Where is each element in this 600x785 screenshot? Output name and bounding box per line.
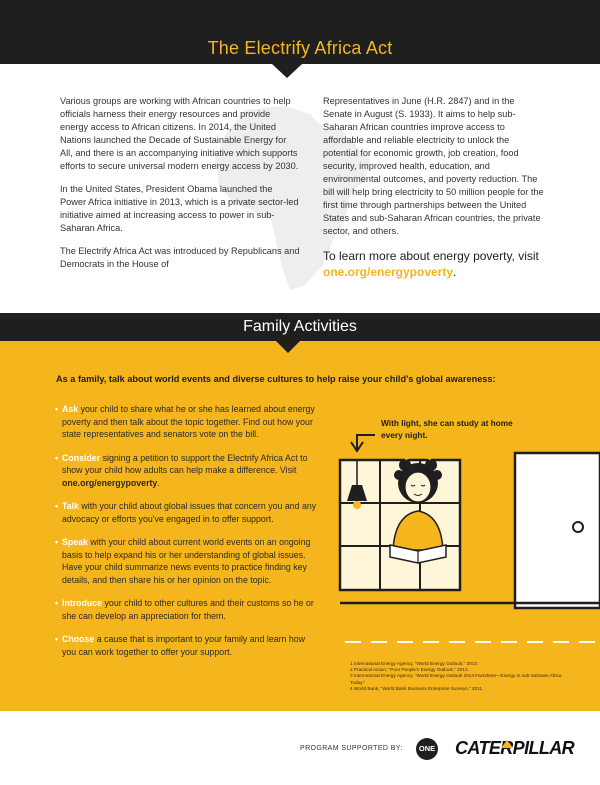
activity-text: with your child about current world events on an ongoing basis to help expand his or her understanding of global issues. Have your child summarize news events to practice finding key details, and then share his or her opinion on the topic.	[62, 537, 311, 585]
family-activities-title: Family Activities	[243, 318, 357, 335]
caterpillar-logo	[455, 738, 574, 759]
activity-text: signing a petition to support the Electrify Africa Act to show your child how adults can help make a difference. Visit	[62, 452, 308, 475]
footnotes	[350, 661, 570, 692]
footnote: 1 International Energy Agency, "World Energy Outlook," 2013.	[350, 661, 479, 666]
activity-text: with your child about global issues that concern you and any advocacy or efforts you've engaged in to offer support.	[62, 501, 317, 524]
caterpillar-triangle-icon	[501, 740, 513, 748]
family-notch	[276, 341, 300, 353]
illustration-caption: With light, she can study at home every night.	[381, 418, 513, 440]
bullet: •	[55, 452, 59, 463]
activity-keyword: Speak	[62, 537, 88, 547]
activity-keyword: Choose	[62, 634, 95, 644]
list-item	[55, 452, 317, 490]
list-item	[55, 500, 317, 525]
activity-keyword: Talk	[62, 501, 79, 511]
intro-paragraph: The Electrify Africa Act was introduced by Republicans and Democrats in the House of	[60, 246, 300, 269]
activity-text-end: .	[157, 477, 160, 488]
list-item	[55, 403, 317, 441]
bullet: •	[55, 537, 59, 547]
bullet: •	[55, 501, 59, 511]
learn-more-period: .	[453, 265, 457, 279]
activity-keyword: Ask	[62, 404, 79, 414]
list-item	[55, 633, 317, 658]
program-supported-label: PROGRAM SUPPORTED BY:	[300, 745, 403, 752]
learn-more	[323, 248, 545, 280]
header-notch	[272, 64, 302, 78]
intro-right-column	[323, 95, 545, 280]
petition-link[interactable]: one.org/energypoverty	[62, 477, 158, 488]
girl-reading-illustration	[335, 415, 600, 655]
footnote: 3 International Energy Agency, "World Energy Outlook 2014 Factsheet—Energy in sub-Saharan Africa Today."	[350, 673, 562, 685]
bullet: •	[55, 404, 59, 414]
activities-list	[55, 403, 317, 669]
footnote: 2 Practical Action, "Poor People's Energy Outlook," 2013.	[350, 667, 469, 673]
energy-poverty-link[interactable]: one.org/energypoverty	[323, 265, 454, 279]
footnote: 4 World Bank, "World Bank Business Enterprise Surveys," 2011.	[350, 685, 484, 691]
intro-left-column	[60, 95, 300, 281]
intro-paragraph: In the United States, President Obama launched the Power Africa initiative in 2013, which is a private sector-led initiative aimed at increasing access to power in sub-Saharan Africa.	[60, 184, 299, 233]
one-logo: ONE	[416, 738, 438, 760]
activity-keyword: Introduce	[62, 598, 103, 608]
bullet: •	[55, 598, 59, 608]
intro-paragraph: Representatives in June (H.R. 2847) and in the Senate in August (S. 1933). It aims to help sub-Saharan African countries improve access to affordable and reliable electricity to unlock the potential for economic growth, job creation, food security, improved health, education, and environmental outcomes, and poverty reduction. The bill will help bring electricity to 50 million people for the first time through partnerships between the United States and sub-Saharan African countries, the private sector, and others.	[323, 96, 544, 236]
list-item	[55, 597, 317, 622]
intro-paragraph: Various groups are working with African countries to help officials harness their energy resources and provide energy access to African citizens. In 2014, the United Nations launched the Decade of Sustainable Energy for All, and there is an accompanying initiative which supports efforts to secure universal modern energy access by 2030.	[60, 96, 299, 171]
page-title: The Electrify Africa Act	[207, 38, 393, 58]
activity-keyword: Consider	[62, 452, 101, 463]
activity-text: your child to share what he or she has learned about energy poverty and then talk about the topic together. Find out how your state representatives and senators vote on the bill.	[62, 404, 315, 439]
activity-text: your child to other cultures and their customs so he or she can develop an appreciation for them.	[62, 598, 314, 621]
family-intro: As a family, talk about world events and diverse cultures to help raise your child's global awareness:	[56, 374, 496, 384]
caterpillar-logo-text: CATERPILLAR	[455, 738, 575, 758]
activity-text: a cause that is important to your family and learn how you can work together to offer your support.	[62, 634, 306, 657]
list-item	[55, 536, 317, 586]
bullet: •	[55, 634, 59, 644]
learn-more-text: To learn more about energy poverty, visit	[323, 249, 539, 263]
